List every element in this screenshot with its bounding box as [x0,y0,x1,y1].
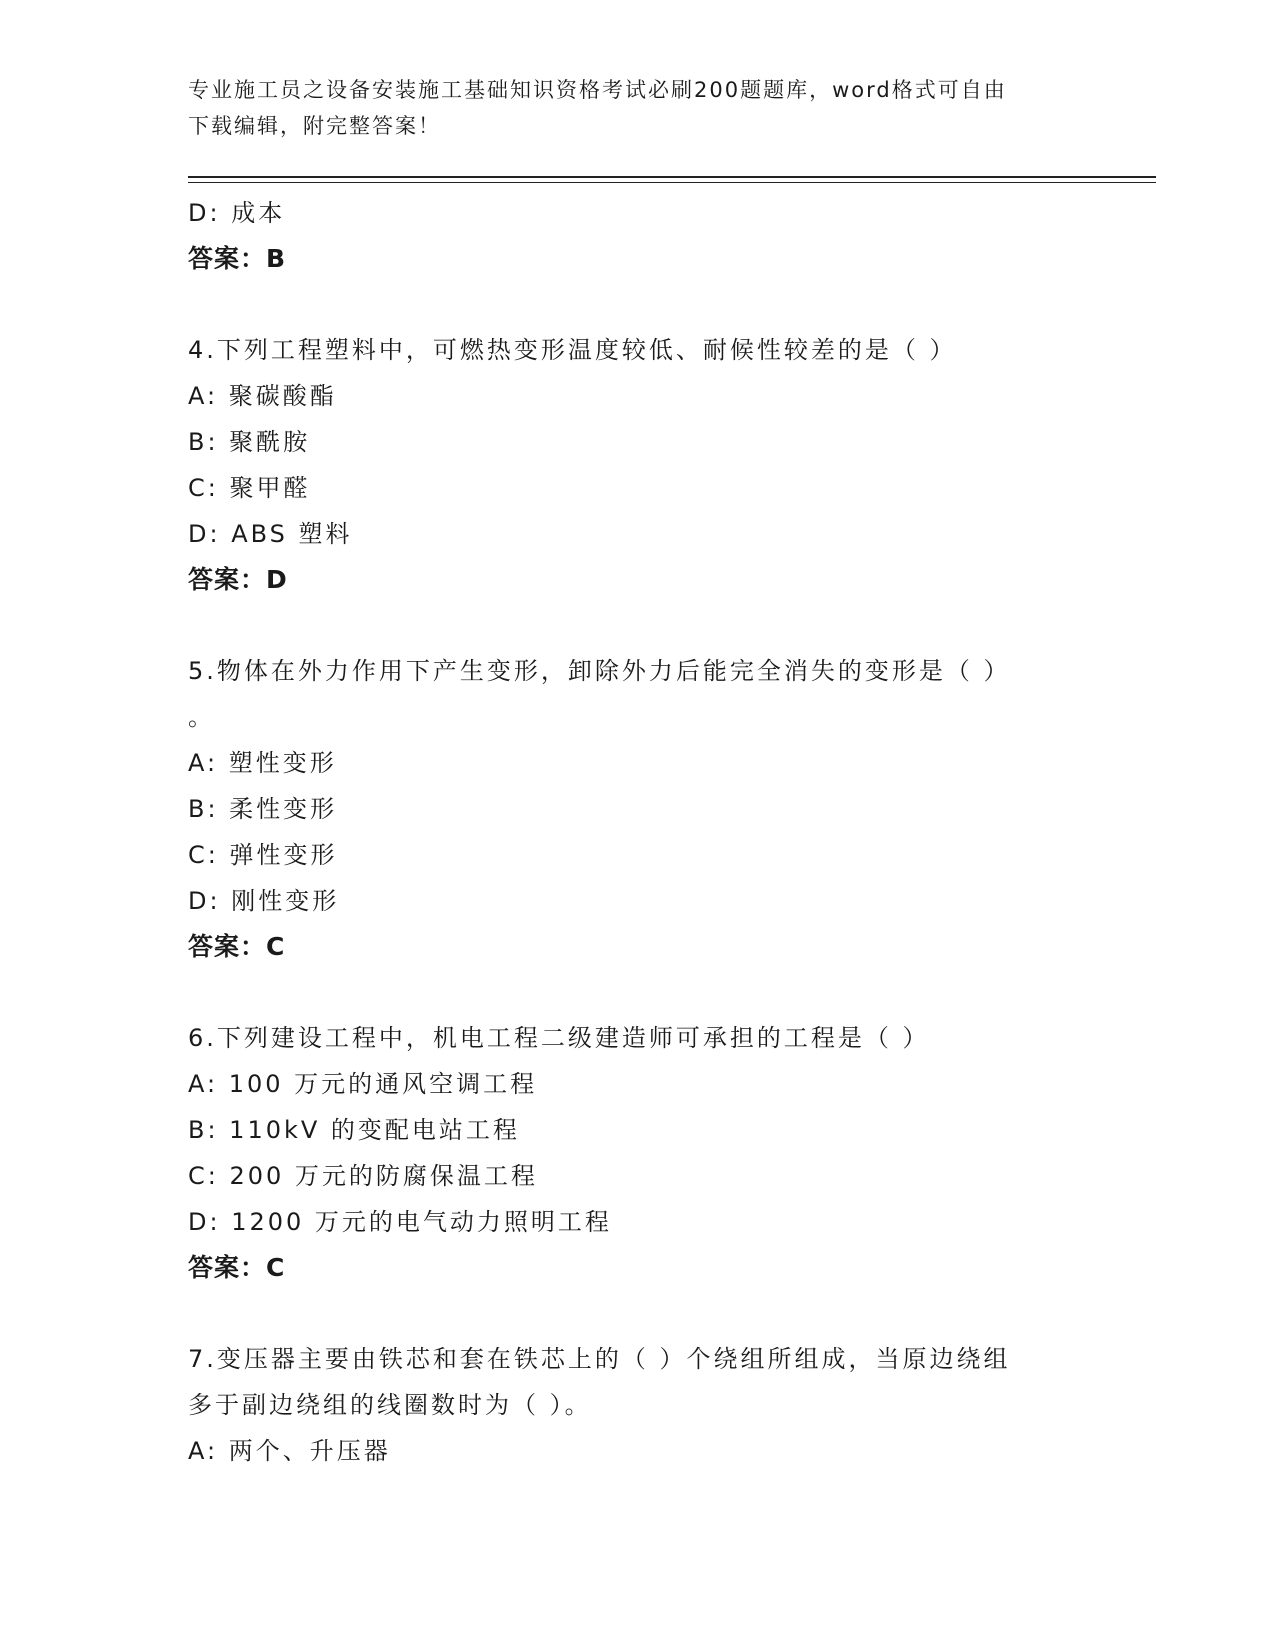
header-divider-thin [188,182,1156,183]
option-d: D: ABS 塑料 [188,520,353,548]
question-stem: 4.下列工程塑料中，可燃热变形温度较低、耐候性较差的是（ ） [188,336,957,364]
document-header [188,72,1068,144]
header-title-line-2: 下载编辑，附完整答案！ [188,114,441,138]
option-a: A: 两个、升压器 [188,1437,391,1465]
option-b: B: 聚酰胺 [188,428,311,456]
question-4 [188,327,1088,603]
option-c: C: 弹性变形 [188,841,338,869]
question-6 [188,1015,1088,1291]
question-list [188,190,1088,1474]
header-title-line-1: 专业施工员之设备安装施工基础知识资格考试必刷200题题库，word格式可自由 [188,78,1007,102]
answer-line: 答案：D [188,565,288,594]
answer-line: 答案：B [188,244,287,273]
question-stem: 7.变压器主要由铁芯和套在铁芯上的（ ）个绕组所组成，当原边绕组 [188,1345,1011,1373]
question-5 [188,648,1088,970]
question-stem: 6.下列建设工程中，机电工程二级建造师可承担的工程是（ ） [188,1024,930,1052]
option-d: D: 成本 [188,199,286,227]
question-stem-continued: 。 [188,703,215,731]
question-7 [188,1336,1088,1474]
option-c: C: 聚甲醛 [188,474,311,502]
option-c: C: 200 万元的防腐保温工程 [188,1162,538,1190]
question-stem: 5.物体在外力作用下产生变形，卸除外力后能完全消失的变形是（ ） [188,657,1011,685]
header-divider-thick [188,176,1156,178]
option-b: B: 110kV 的变配电站工程 [188,1116,520,1144]
option-d: D: 1200 万元的电气动力照明工程 [188,1208,612,1236]
option-d: D: 刚性变形 [188,887,340,915]
question-stem-continued: 多于副边绕组的线圈数时为（ ）。 [188,1391,592,1419]
option-b: B: 柔性变形 [188,795,338,823]
question-3-tail [188,190,1088,282]
option-a: A: 100 万元的通风空调工程 [188,1070,538,1098]
option-a: A: 聚碳酸酯 [188,382,337,410]
answer-line: 答案：C [188,932,286,961]
answer-line: 答案：C [188,1253,286,1282]
option-a: A: 塑性变形 [188,749,337,777]
